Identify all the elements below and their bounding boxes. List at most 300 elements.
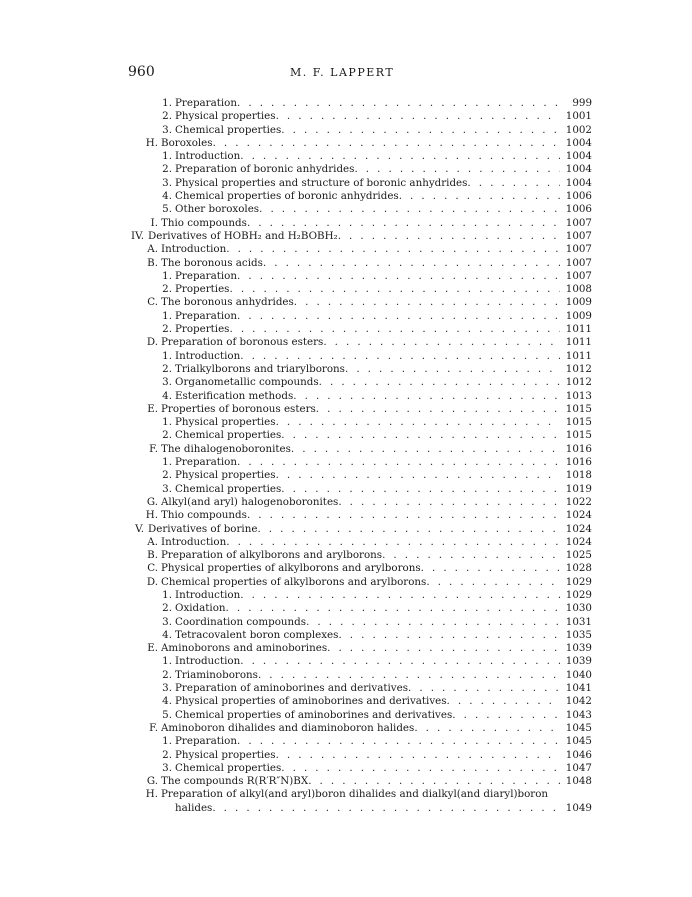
dot-leader (237, 97, 560, 110)
toc-entry-page: 1015 (565, 402, 592, 415)
toc-entry-number: H. (145, 509, 158, 522)
toc-entry-page: 1045 (565, 735, 592, 748)
toc-entry (0, 469, 692, 482)
dot-leader (263, 257, 560, 270)
toc-entry (0, 735, 692, 748)
toc-entry-text (175, 695, 560, 708)
toc-entry-number: 3. (162, 376, 172, 389)
toc-entry-page: 1009 (565, 309, 592, 322)
toc-entry-page: 1030 (565, 602, 592, 615)
toc-entry-title: Properties of boronous esters (161, 402, 316, 415)
dot-leader (281, 762, 560, 775)
toc-entry-text (175, 749, 560, 762)
toc-entry (0, 523, 692, 536)
dot-leader (226, 536, 560, 549)
toc-entry-text (175, 177, 560, 190)
toc-entry (0, 642, 692, 655)
toc-entry-text (161, 403, 560, 416)
toc-entry (0, 376, 692, 389)
toc-entry-number: 2. (162, 163, 172, 176)
toc-entry-number: 2. (162, 602, 172, 615)
toc-entry-title: Coordination compounds (175, 615, 307, 628)
toc-entry (0, 509, 692, 522)
toc-entry-title: Introduction (161, 535, 227, 548)
toc-entry-page: 1004 (565, 136, 592, 149)
toc-entry (0, 110, 692, 123)
toc-entry-title: Preparation (175, 456, 237, 469)
toc-entry-number: 2. (162, 362, 172, 375)
toc-entry-title: Chemical properties (175, 482, 282, 495)
toc-entry-text (175, 323, 560, 336)
toc-entry-text (175, 429, 560, 442)
toc-entry-text (175, 589, 560, 602)
dot-leader (226, 602, 560, 615)
toc-entry-number: 3. (162, 482, 172, 495)
toc-entry (0, 496, 692, 509)
dot-leader (291, 443, 560, 456)
toc-entry-number: 3. (162, 682, 172, 695)
dot-leader (257, 523, 560, 536)
dot-leader (323, 336, 560, 349)
toc-entry (0, 695, 692, 708)
toc-entry (0, 576, 692, 589)
toc-entry-page: 1040 (565, 668, 592, 681)
toc-entry-page: 1007 (565, 256, 592, 269)
toc-entry-number: B. (147, 256, 158, 269)
toc-entry-page: 1024 (565, 535, 592, 548)
toc-entry (0, 655, 692, 668)
toc-entry-number: D. (146, 336, 158, 349)
toc-entry-number: 2. (162, 429, 172, 442)
toc-entry-number: 3. (162, 123, 172, 136)
toc-entry (0, 350, 692, 363)
toc-entry (0, 709, 692, 722)
toc-entry (0, 137, 692, 150)
toc-entry (0, 749, 692, 762)
toc-entry-page: 1046 (565, 748, 592, 761)
toc-entry (0, 669, 692, 682)
dot-leader (421, 562, 560, 575)
toc-entry-text (161, 137, 560, 150)
toc-entry-text (175, 416, 560, 429)
toc-entry-text (161, 243, 560, 256)
toc-entry-number: 1. (162, 735, 172, 748)
dot-leader (345, 363, 560, 376)
toc-entry-title: Organometallic compounds (175, 376, 319, 389)
toc-entry-title: Chemical properties of boronic anhydrides (175, 190, 399, 203)
toc-entry-text (161, 642, 560, 655)
dot-leader (316, 403, 560, 416)
toc-entry-number: H. (145, 788, 158, 801)
toc-entry-text (175, 124, 560, 137)
dot-leader (226, 243, 560, 256)
toc-entry (0, 336, 692, 349)
toc-entry-number: IV. (131, 229, 144, 242)
toc-entry (0, 549, 692, 562)
dot-leader (426, 576, 560, 589)
toc-entry-number: 2. (162, 110, 172, 123)
dot-leader (338, 629, 560, 642)
toc-entry-text (175, 682, 560, 695)
toc-entry-page: 1008 (565, 283, 592, 296)
toc-entry-number: 2. (162, 748, 172, 761)
dot-leader (259, 203, 560, 216)
dot-leader (237, 270, 560, 283)
toc-entry (0, 682, 692, 695)
toc-entry-text (175, 163, 560, 176)
toc-entry-title: Introduction (175, 655, 241, 668)
toc-entry (0, 616, 692, 629)
dot-leader (306, 616, 560, 629)
toc-entry-text (161, 549, 560, 562)
toc-entry-text (175, 469, 560, 482)
dot-leader (293, 390, 560, 403)
toc-entry-number: F. (149, 721, 158, 734)
toc-entry-number: C. (147, 562, 158, 575)
toc-entry-page: 1024 (565, 522, 592, 535)
toc-entry-text (175, 350, 560, 363)
dot-leader (452, 709, 560, 722)
toc-entry-title: Chemical properties of aminoborines and derivatives (175, 708, 453, 721)
dot-leader (212, 802, 560, 815)
dot-leader (338, 230, 560, 243)
dot-leader (240, 589, 560, 602)
toc-entry-text (161, 562, 560, 575)
toc-entry (0, 270, 692, 283)
toc-entry (0, 296, 692, 309)
toc-entry (0, 150, 692, 163)
dot-leader (237, 735, 560, 748)
toc-entry-title: Physical properties of aminoborines and derivatives (175, 695, 447, 708)
toc-entry-page: 1049 (565, 801, 592, 814)
toc-entry-number: 2. (162, 323, 172, 336)
toc-entry-page: 1006 (565, 190, 592, 203)
toc-entry-text (161, 509, 560, 522)
dot-leader (213, 137, 560, 150)
dot-leader (229, 323, 560, 336)
toc-entry (0, 217, 692, 230)
toc-entry (0, 230, 692, 243)
toc-entry (0, 429, 692, 442)
toc-entry-title: Aminoborons and aminoborines (161, 642, 328, 655)
toc-entry-number: H. (145, 136, 158, 149)
toc-entry-number: C. (147, 296, 158, 309)
toc-entry-title: Introduction (175, 588, 241, 601)
toc-entry-title: The dihalogenoboronites (161, 442, 291, 455)
page-number: 960 (128, 64, 155, 80)
toc-entry-number: B. (147, 549, 158, 562)
toc-entry-text (161, 576, 560, 589)
toc-entry-title: The boronous anhydrides (161, 296, 294, 309)
toc-entry-text (161, 296, 560, 309)
toc-entry-title: Preparation of alkyl(and aryl)boron dihalides and dialkyl(and diaryl)boron (161, 788, 549, 801)
dot-leader (294, 296, 560, 309)
toc-entry (0, 403, 692, 416)
toc-entry-text (175, 483, 560, 496)
toc-entry-page: 1015 (565, 429, 592, 442)
toc-entry-text (161, 443, 560, 456)
toc-entry-page: 1039 (565, 642, 592, 655)
toc-entry-page: 1016 (565, 456, 592, 469)
toc-entry-number: 5. (162, 708, 172, 721)
toc-entry-number: 1. (162, 269, 172, 282)
toc-entry-title: Derivatives of borine (148, 522, 258, 535)
toc-entry-page: 1043 (565, 708, 592, 721)
toc-entry-page: 1013 (565, 389, 592, 402)
toc-entry-title: Trialkylborons and triarylborons (175, 362, 345, 375)
toc-entry-title: Boroxoles (161, 136, 213, 149)
toc-entry-number: A. (147, 243, 158, 256)
toc-entry-title: Introduction (175, 150, 241, 163)
table-of-contents (0, 97, 692, 815)
toc-entry-title: Chemical properties (175, 123, 282, 136)
toc-entry-page: 1018 (565, 469, 592, 482)
toc-entry (0, 762, 692, 775)
toc-entry-page: 1035 (565, 628, 592, 641)
toc-entry-title: Introduction (175, 349, 241, 362)
toc-entry-title: Esterification methods (175, 389, 294, 402)
toc-entry-text (161, 722, 560, 735)
toc-entry-text (175, 376, 560, 389)
dot-leader (276, 749, 560, 762)
toc-entry-number: G. (146, 495, 158, 508)
dot-leader (281, 429, 560, 442)
toc-entry-text (175, 310, 560, 323)
toc-entry-page: 1048 (565, 775, 592, 788)
toc-entry-title: Preparation of boronic anhydrides (175, 163, 355, 176)
toc-entry-text (175, 616, 560, 629)
dot-leader (414, 722, 560, 735)
toc-entry-title: Aminoboron dihalides and diaminoboron halides (161, 721, 415, 734)
dot-leader (447, 695, 560, 708)
toc-entry-text (175, 110, 560, 123)
toc-entry-title: Physical properties (175, 469, 276, 482)
toc-entry-text (148, 523, 560, 536)
toc-entry-title: Preparation of boronous esters (161, 336, 324, 349)
dot-leader (258, 669, 560, 682)
toc-entry-number: F. (149, 442, 158, 455)
toc-entry-page: 1012 (565, 376, 592, 389)
toc-entry-text (175, 390, 560, 403)
toc-entry-title: Thio compounds (161, 216, 247, 229)
dot-leader (327, 642, 560, 655)
toc-entry-text (161, 496, 560, 509)
toc-entry-number: A. (147, 535, 158, 548)
toc-entry-text (175, 629, 560, 642)
dot-leader (276, 110, 560, 123)
toc-entry (0, 124, 692, 137)
toc-entry-page: 1006 (565, 203, 592, 216)
toc-entry-title: Physical properties of alkylborons and arylborons (161, 562, 421, 575)
toc-entry-text (161, 788, 560, 801)
toc-entry (0, 562, 692, 575)
toc-entry-page: 1012 (565, 362, 592, 375)
toc-entry-title: Preparation of aminoborines and derivatives (175, 682, 408, 695)
toc-entry-page: 1028 (565, 562, 592, 575)
dot-leader (354, 163, 560, 176)
toc-entry-title: Physical properties (175, 748, 276, 761)
toc-entry-page: 1015 (565, 416, 592, 429)
toc-entry-number: 4. (162, 190, 172, 203)
toc-entry-text (175, 655, 560, 668)
dot-leader (229, 283, 560, 296)
dot-leader (237, 310, 560, 323)
toc-entry-page: 1004 (565, 176, 592, 189)
toc-entry-page: 1007 (565, 243, 592, 256)
toc-entry-number: 2. (162, 283, 172, 296)
toc-entry-title: Thio compounds (161, 509, 247, 522)
toc-entry (0, 257, 692, 270)
toc-entry (0, 788, 692, 801)
toc-entry-page: 1031 (565, 615, 592, 628)
toc-entry-number: D. (146, 575, 158, 588)
toc-entry-title: Chemical properties of alkylborons and arylborons (161, 575, 427, 588)
toc-entry-page: 1025 (565, 549, 592, 562)
toc-entry (0, 416, 692, 429)
toc-entry-text (175, 97, 560, 110)
toc-entry-title: Introduction (161, 243, 227, 256)
toc-entry (0, 163, 692, 176)
toc-entry-number: 3. (162, 615, 172, 628)
toc-entry-number: 1. (162, 150, 172, 163)
dot-leader (240, 655, 560, 668)
toc-entry-title: Preparation of alkylborons and arylborons (161, 549, 383, 562)
toc-entry-page: 1011 (565, 349, 592, 362)
dot-leader (247, 509, 560, 522)
toc-entry-page: 1011 (565, 323, 592, 336)
dot-leader (408, 682, 560, 695)
toc-entry-text (175, 270, 560, 283)
toc-entry (0, 177, 692, 190)
toc-entry-title: Physical properties (175, 110, 276, 123)
toc-entry-title: Preparation (175, 97, 237, 109)
toc-entry-title: Chemical properties (175, 429, 282, 442)
toc-entry-page: 1007 (565, 216, 592, 229)
toc-entry-page: 1007 (565, 229, 592, 242)
dot-leader (276, 469, 560, 482)
toc-entry-number: 1. (162, 349, 172, 362)
toc-entry-text (161, 257, 560, 270)
toc-entry-number: 1. (162, 655, 172, 668)
toc-entry-number: 1. (162, 456, 172, 469)
toc-entry-number: 1. (162, 309, 172, 322)
dot-leader (319, 376, 560, 389)
toc-entry-number: 4. (162, 628, 172, 641)
toc-entry-page: 1029 (565, 588, 592, 601)
toc-entry-number: 1. (162, 416, 172, 429)
toc-entry-title: Other boroxoles (175, 203, 260, 216)
toc-entry-title: Alkyl(and aryl) halogenoboronites (161, 495, 339, 508)
toc-entry (0, 722, 692, 735)
dot-leader (276, 416, 560, 429)
toc-entry-text (175, 709, 560, 722)
toc-entry-title: Preparation (175, 735, 237, 748)
toc-entry-text (175, 802, 560, 815)
toc-entry (0, 243, 692, 256)
toc-entry-text (175, 203, 560, 216)
dot-leader (338, 496, 560, 509)
toc-entry (0, 390, 692, 403)
toc-entry (0, 283, 692, 296)
toc-entry-title: The compounds R(R′R″N)BX (161, 775, 309, 788)
toc-entry (0, 456, 692, 469)
toc-entry-title: Triaminoborons (175, 668, 258, 681)
toc-entry (0, 203, 692, 216)
toc-entry-number: 1. (162, 588, 172, 601)
toc-entry-title: Derivatives of HOBH₂ and H₂BOBH₂ (148, 229, 338, 242)
toc-entry-number: E. (147, 642, 158, 655)
toc-entry-title: Preparation (175, 309, 237, 322)
toc-entry (0, 629, 692, 642)
toc-entry-text (161, 336, 560, 349)
toc-entry-number: 2. (162, 469, 172, 482)
toc-entry-title: Physical properties (175, 416, 276, 429)
dot-leader (308, 775, 560, 788)
toc-entry-page: 1045 (565, 721, 592, 734)
toc-entry-page: 1009 (565, 296, 592, 309)
toc-entry-page: 1042 (565, 695, 592, 708)
toc-entry-number: 3. (162, 761, 172, 774)
toc-entry-page: 1039 (565, 655, 592, 668)
toc-entry-page: 1001 (565, 110, 592, 123)
toc-entry-number: I. (150, 216, 158, 229)
dot-leader (382, 549, 560, 562)
toc-entry-title: Oxidation (175, 602, 226, 615)
toc-entry-page: 1047 (565, 761, 592, 774)
dot-leader (281, 483, 560, 496)
toc-entry-number: 2. (162, 668, 172, 681)
toc-entry-page: 1041 (565, 682, 592, 695)
toc-entry-title: The boronous acids (161, 256, 263, 269)
toc-entry (0, 602, 692, 615)
toc-entry-title: Preparation (175, 269, 237, 282)
toc-entry-text (161, 217, 560, 230)
toc-entry (0, 97, 692, 110)
toc-entry-number: V. (135, 522, 144, 535)
dot-leader (399, 190, 560, 203)
toc-entry-text (175, 762, 560, 775)
toc-entry-title: halides (175, 801, 213, 814)
toc-entry-page: 1016 (565, 442, 592, 455)
toc-entry (0, 589, 692, 602)
toc-entry-text (175, 150, 560, 163)
toc-entry (0, 443, 692, 456)
toc-entry-text (175, 735, 560, 748)
toc-entry-number: 4. (162, 695, 172, 708)
toc-entry (0, 775, 692, 788)
toc-entry-number: E. (147, 402, 158, 415)
toc-entry-number: 5. (162, 203, 172, 216)
dot-leader (237, 456, 560, 469)
toc-entry-text (175, 363, 560, 376)
toc-entry-title: Properties (175, 283, 230, 296)
toc-entry-text (161, 536, 560, 549)
toc-entry-number: G. (146, 775, 158, 788)
toc-entry-title: Physical properties and structure of boronic anhydrides (175, 176, 468, 189)
toc-entry-page: 1004 (565, 150, 592, 163)
toc-entry-text (148, 230, 560, 243)
toc-entry-number: 4. (162, 389, 172, 402)
toc-entry (0, 310, 692, 323)
dot-leader (467, 177, 560, 190)
toc-entry-page: 1029 (565, 575, 592, 588)
toc-entry-page: 1011 (565, 336, 592, 349)
toc-entry-page: 1019 (565, 482, 592, 495)
toc-entry-page: 1022 (565, 495, 592, 508)
toc-entry-page: 1024 (565, 509, 592, 522)
toc-entry-text (175, 669, 560, 682)
toc-entry-title: Tetracovalent boron complexes (175, 628, 339, 641)
